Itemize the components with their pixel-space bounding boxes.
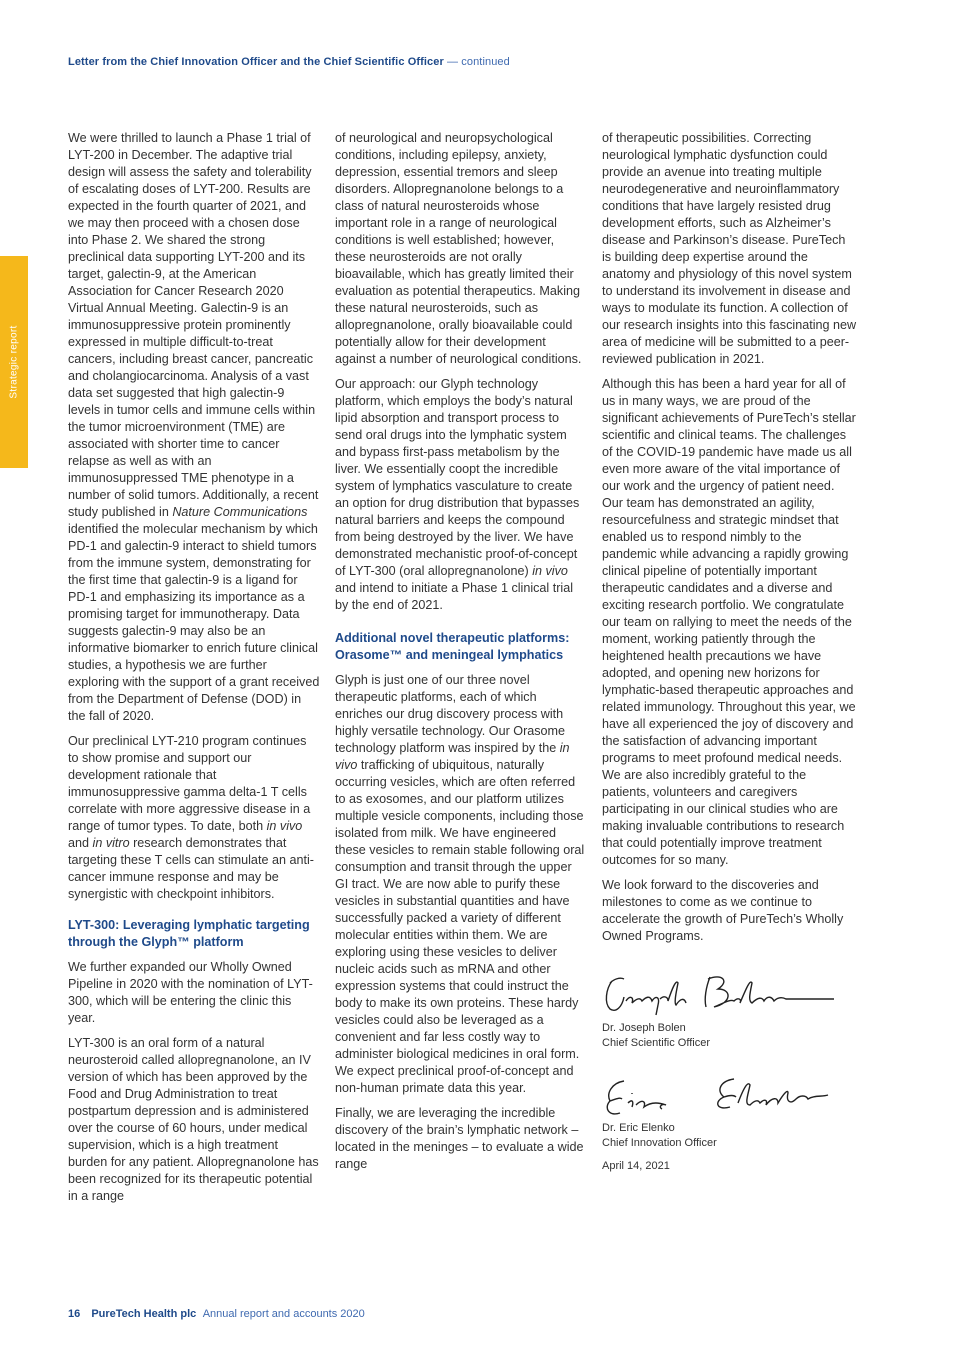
signatory-role-elenko: Chief Innovation Officer <box>602 1137 717 1149</box>
page-footer <box>68 1308 365 1320</box>
footer-company: PureTech Health plc <box>91 1308 197 1320</box>
paragraph-glyph-approach: Our approach: our Glyph technology platform, which employs the body’s natural lipid absorption and transport process to send oral drugs into the lymphatic system and bypass first-pass metabolism by the liver. We essentially coopt the incredible system of lymphatics vasculature to create an option for drug distribution that bypasses natural barriers and keeps the compound from being destroyed by the liver. We have demonstrated mechanistic proof-of-concept of LYT-300 (oral allopregnanolone) in vivo and intend to initiate a Phase 1 clinical trial by the end of 2021. <box>335 377 580 612</box>
paragraph-look-forward: We look forward to the discoveries and milestones to come as we continue to accelerate the growth of PureTech’s Wholly Owned Programs. <box>602 878 844 943</box>
paragraph-hard-year: Although this has been a hard year for all of us in many ways, we are proud of the significant achievements of PureTech’s stellar scientific and clinical teams. The challenges of the COVID-19 pandemic have made us all even more aware of the vital importance of our work and the urgency of patient need. Our team has demonstrated an agility, resourcefulness and strategic mindset that enabled us to respond nimbly to the pandemic while advancing a rapidly growing clinical pipeline of potentially important therapeutic candidates and a diverse and exciting research portfolio. We congratulate our team on rallying to meet the needs of the moment, working patiently through the heightened health precautions we have adopted, and opening new horizons for lymphatic-based therapeutic approaches and related immunology. Throughout this year, we have all experienced the joy of discovery and the satisfaction of advancing important programs to meet profound medical needs. We are also incredibly grateful to the patients, volunteers and caregivers participating in our clinical studies who are making invaluable contributions to research that could potentially improve treatment outcomes for so many. <box>602 377 856 867</box>
paragraph-lyt200: We were thrilled to launch a Phase 1 trial of LYT-200 in December. The adaptive trial design will assess the safety and tolerability of escalating doses of LYT-200. Results are expected in the fourth quarter of 2021, and we may then proceed with a chosen dose into Phase 2. We shared the strong preclinical data supporting LYT-200 and its target, galectin-9, at the American Association for Cancer Research 2020 Virtual Annual Meeting. Galectin-9 is an immunosuppressive protein prominently expressed in multiple difficult-to-treat cancers, including breast cancer, pancreatic and cholangiocarcinoma. Analysis of a vast data set suggested that high galectin-9 levels in tumor cells and immune cells within the tumor microenvironment (TME) are associated with shorter time to cancer relapse as well as with an immunosuppressed TME phenotype in a number of solid tumors. Additionally, a recent study published in Nature Communications identified the molecular mechanism by which PD-1 and galectin-9 interact to shield tumors from the immune system, demonstrating for the first time that galectin-9 is a ligand for PD-1 and emphasizing its importance as a promising target for immunotherapy. Data suggests galectin-9 may also be an informative biomarker to enrich future clinical studies, a hypothesis we are further exploring with the support of a grant received from the Department of Defense (DOD) in the fall of 2020. <box>68 131 320 723</box>
paragraph-lyt210: Our preclinical LYT-210 program continues to show promise and support our development rationale that immunosuppressive gamma delta-1 T cells correlate with more aggressive disease in a range of tumor types. To date, both in vivo and in vitro research demonstrates that targeting these T cells can stimulate an anti-cancer immune response and may be synergistic with checkpoint inhibitors. <box>68 734 314 901</box>
signature-elenko-image <box>602 1073 842 1121</box>
paragraph-orasome: Glyph is just one of our three novel therapeutic platforms, each of which enriches our drug discovery process with highly versatile technology. Our Orasome technology platform was inspired by the in vivo trafficking of ubiquitous, naturally occurring vesicles, which are often referred to as exosomes, and our platform utilizes multiple vesicle components, including those isolated from milk. We have engineered these vesicles to remain stable following oral consumption and transit through the upper GI tract. We are now able to purify these vesicles in substantial quantities and have successfully packed a variety of different molecular entities within them. We are exploring using these vesicles to deliver nucleic acids such as mRNA and other expression systems that could instruct the body to make its own proteins. These hardy vesicles could also be leveraged as a convenient and far less costly way to administer biological medicines in oral form. We expect preclinical proof-of-concept and non-human primate data this year. <box>335 673 585 1095</box>
footer-report-title: Annual report and accounts 2020 <box>202 1308 365 1320</box>
column-2 <box>335 130 587 1181</box>
heading-novel-platforms: Additional novel therapeutic platforms: Orasome™ and meningeal lymphatics <box>335 631 570 662</box>
page-number: 16 <box>68 1308 81 1320</box>
paragraph-meningeal: Finally, we are leveraging the incredible discovery of the brain’s lymphatic network – located in the meninges – to evaluate a wide range <box>335 1106 584 1171</box>
section-side-tab <box>0 256 28 468</box>
running-header-continued: — continued <box>447 56 510 68</box>
signatory-name-bolen: Dr. Joseph Bolen <box>602 1022 686 1034</box>
paragraph-therapeutic-possibilities: of therapeutic possibilities. Correcting neurological lymphatic dysfunction could provide an avenue into treating multiple neurodegenerative and neuroinflammatory conditions that have largely resisted drug development efforts, such as Alzheimer’s disease and Parkinson’s disease. PureTech is building deep expertise around the anatomy and physiology of this novel system to understand its involvement in disease and ways to modulate its function. A collection of our research insights into this fascinating new area of medicine will be submitted to a peer-reviewed publication in 2021. <box>602 131 857 366</box>
paragraph-neurosteroids: of neurological and neuropsychological conditions, including epilepsy, anxiety, depression, essential tremors and sleep disorders. Allopregnanolone belongs to a class of natural neurosteroids whose important role in a range of neurological conditions is well established; however, these neurosteroids are not orally bioavailable, which has greatly limited their evaluation as potential therapeutics. Making these natural neurosteroids, such as allopregnanolone, orally bioavailable could potentially allow for their development against a number of neurological conditions. <box>335 131 582 366</box>
signature-block-elenko <box>602 1073 857 1174</box>
paragraph-lyt300-detail: LYT-300 is an oral form of a natural neurosteroid called allopregnanolone, an IV version of which has been approved by the Food and Drug Administration to treat postpartum depression and is administered over the course of 60 hours, under medical supervision, which is a high treatment burden for any patient. Allopregnanolone has been recognized for its therapeutic potential in a range <box>68 1036 319 1203</box>
column-3 <box>602 130 857 1174</box>
running-header-title: Letter from the Chief Innovation Officer and the Chief Scientific Officer <box>68 56 444 68</box>
heading-lyt300: LYT-300: Leveraging lymphatic targeting through the Glyph™ platform <box>68 918 310 949</box>
signatory-role-bolen: Chief Scientific Officer <box>602 1037 711 1049</box>
section-side-tab-label: Strategic report <box>8 325 20 399</box>
paragraph-lyt300-intro: We further expanded our Wholly Owned Pipeline in 2020 with the nomination of LYT-300, which will be entering the clinic this year. <box>68 960 313 1025</box>
column-1 <box>68 130 320 1213</box>
letter-date: April 14, 2021 <box>602 1160 670 1172</box>
signature-block-bolen <box>602 967 857 1051</box>
signatory-name-elenko: Dr. Eric Elenko <box>602 1122 675 1134</box>
signature-bolen-image <box>602 967 842 1021</box>
running-header <box>68 56 510 68</box>
